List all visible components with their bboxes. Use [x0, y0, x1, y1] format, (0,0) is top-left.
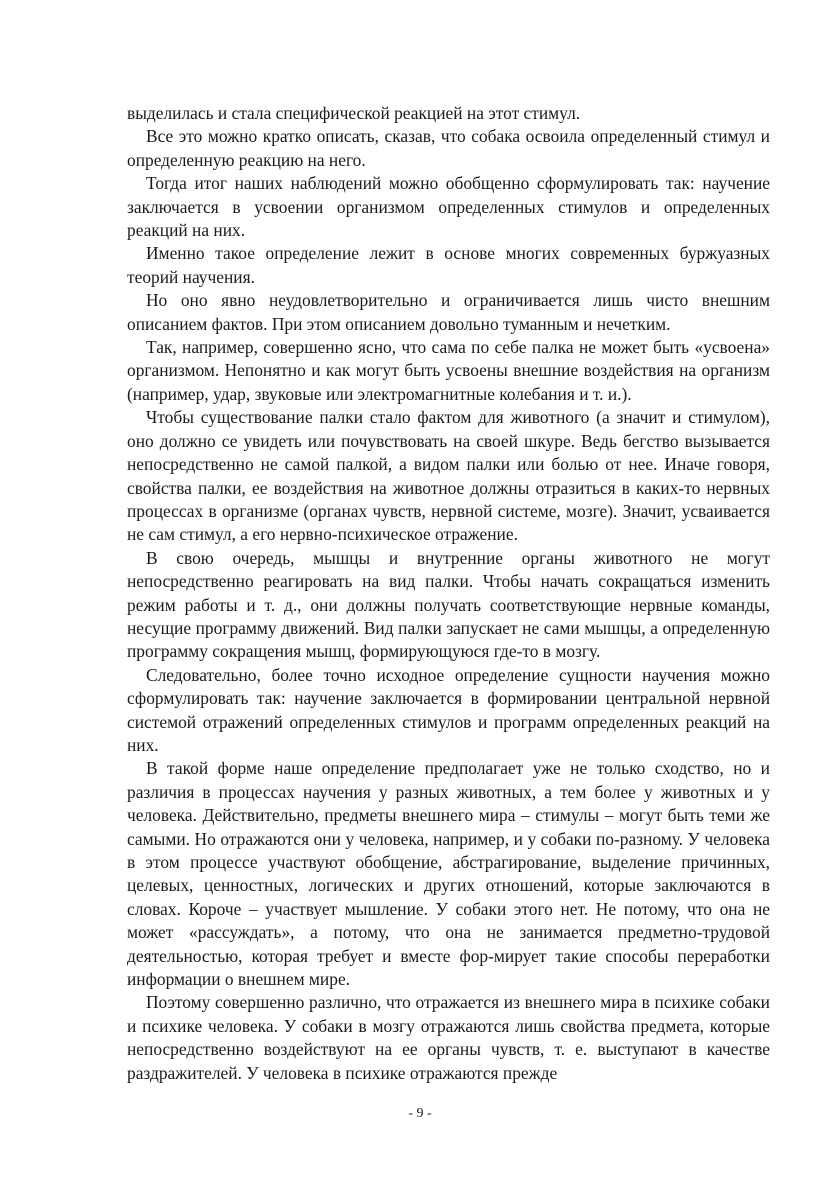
paragraph: В такой форме наше определение предполагает уже не только сходство, но и различия в процессах научения у разных животных, а тем более у животных и у человека. Действительно, предметы внешнего мира – стимулы – могут быть теми же самыми. Но отражаются они у человека, например, и у собаки по-разному. У человека в этом процессе участвуют обобщение, абстрагирование, выделение причинных, целевых, ценностных, логических и других отношений, которые заключаются в словах. Короче – участвует мышление. У собаки этого нет. Не потому, что она не может «рассуждать», а потому, что она не занимается предметно-трудовой деятельностью, которая требует и вместе фор-мирует такие способы переработки информации о внешнем мире. [127, 758, 770, 990]
paragraph: Чтобы существование палки стало фактом для животного (а значит и стимулом), оно должно се увидеть или почувствовать на своей шкуре. Ведь бегство вызывается непосредственно не самой палкой, а видом палки или болью от нее. Иначе говоря, свойства палки, ее воздействия на животное должны отразиться в каких-то нервных процессах в организме (органах чувств, нервной системе, мозге). Значит, усваивается не сам стимул, а его нервно-психическое отражение. [127, 407, 770, 545]
paragraph: Именно такое определение лежит в основе многих современных буржуазных теорий научения. [127, 243, 770, 287]
paragraph: В свою очередь, мышцы и внутренние органы животного не могут непосредственно реагировать на вид палки. Чтобы начать сокращаться изменить режим работы и т. д., они должны получать соответствующие нервные команды, несущие программу движений. Вид палки запускает не сами мышцы, а определенную программу сокращения мышц, формирующуюся где-то в мозгу. [127, 547, 770, 662]
paragraph-continuation: выделилась и стала специфической реакцией на этот стимул. [127, 103, 581, 123]
paragraph: Так, например, совершенно ясно, что сама по себе палка не может быть «усвоена» организмом. Непонятно и как могут быть усвоены внешние воздействия на организм (например, удар, звуковые или электромагнитные колебания и т. и.). [127, 337, 770, 404]
paragraph: Поэтому совершенно различно, что отражается из внешнего мира в психике собаки и психике человека. У собаки в мозгу отражаются лишь свойства предмета, которые непосредственно воздействуют на ее органы чувств, т. е. выступают в качестве раздражителей. У человека в психике отражаются прежде [127, 992, 770, 1083]
paragraph: Все это можно кратко описать, сказав, что собака освоила определенный стимул и определенную реакцию на него. [127, 126, 770, 170]
page-number: - 9 - [408, 1106, 432, 1121]
paragraph: Следовательно, более точно исходное определение сущности научения можно сформулировать так: научение заключается в формировании центральной нервной системой отражений определенных стимулов и программ определенных реакций на них. [127, 664, 770, 755]
body-text [127, 102, 770, 1085]
paragraph: Но оно явно неудовлетворительно и ограничивается лишь чисто внешним описанием фактов. При этом описанием довольно туманным и нечетким. [127, 290, 770, 334]
paragraph: Тогда итог наших наблюдений можно обобщенно сформулировать так: научение заключается в усвоении организмом определенных стимулов и определенных реакций на них. [127, 173, 770, 241]
